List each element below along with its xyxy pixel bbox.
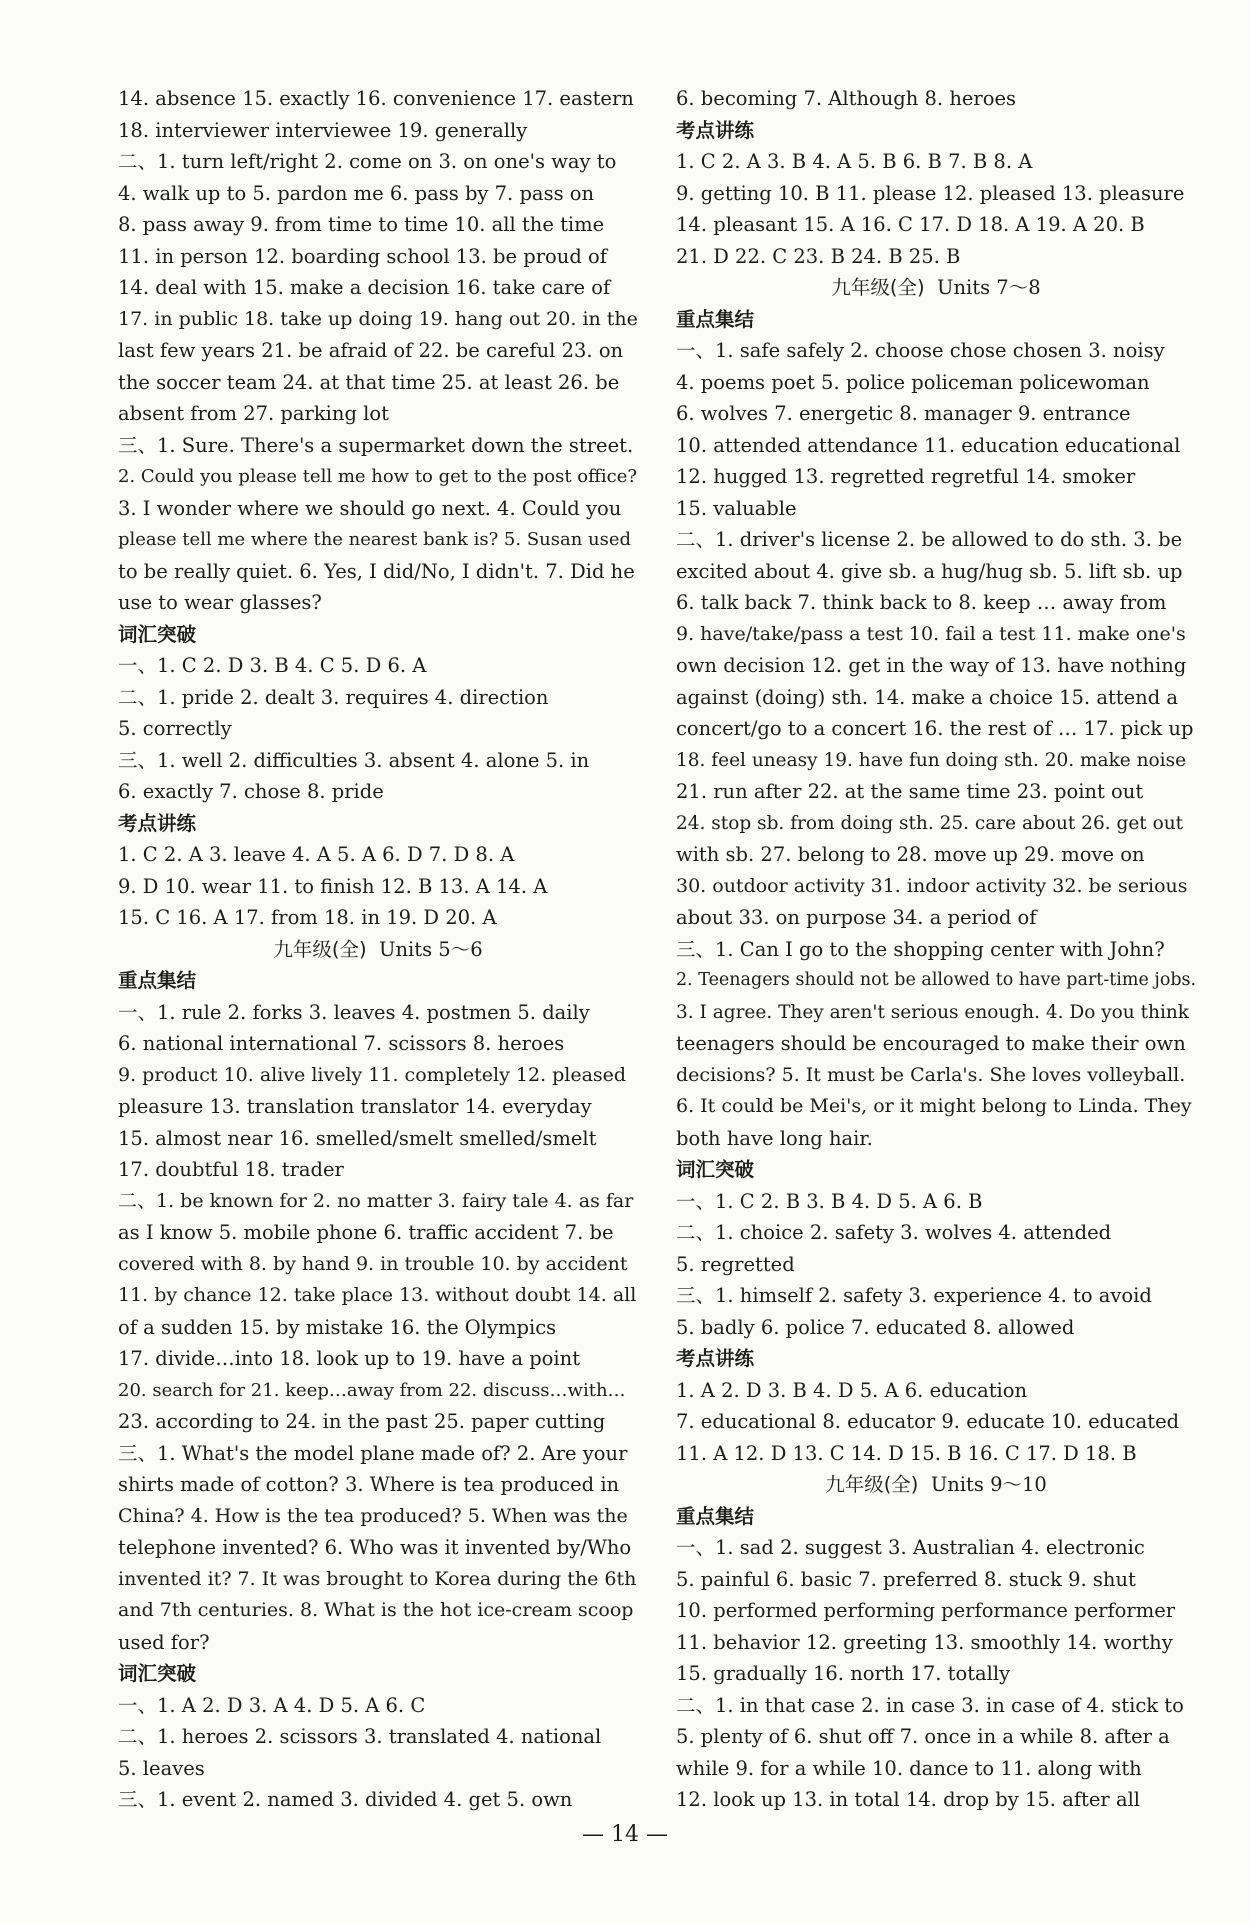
answer-line: 6. wolves 7. energetic 8. manager 9. entrance [676,402,1131,425]
answer-line: 9. D 10. wear 11. to finish 12. B 13. A 14. A [118,874,548,898]
section-heading: 考点讲练 [676,1347,755,1370]
answer-line: 11. by chance 12. take place 13. without doubt 14. all [118,1284,637,1306]
units-label: Units 9～10 [930,1473,1047,1496]
answer-line: 11. in person 12. boarding school 13. be proud of [118,244,607,268]
answer-line: 17. doubtful 18. trader [118,1158,344,1181]
answer-line: both have long hair. [676,1126,873,1150]
answer-line: China? 4. How is the tea produced? 5. When was the [118,1504,628,1527]
answer-line: 23. according to 24. in the past 25. paper cutting [118,1410,606,1433]
answer-line: 6. becoming 7. Although 8. heroes [676,87,1017,110]
answer-line: decisions? 5. It must be Carla's. She loves volleyball. [676,1063,1186,1086]
answer-line: 三、1. Sure. There's a supermarket down the street. [118,433,634,457]
grade-unit-heading [118,934,638,966]
answer-line: 1. A 2. D 3. B 4. D 5. A 6. education [676,1378,1028,1402]
answer-line: 12. look up 13. in total 14. drop by 15. after all [676,1788,1141,1811]
section-heading: 考点讲练 [118,811,197,835]
answer-line: while 9. for a while 10. dance to 11. along with [676,1756,1142,1780]
answer-line: 9. have/take/pass a test 10. fail a test 11. make one's [676,622,1186,645]
answer-line: 一、1. C 2. D 3. B 4. C 5. D 6. A [118,654,427,677]
units-label: Units 5～6 [379,937,483,961]
answer-line: covered with 8. by hand 9. in trouble 10. by accident [118,1252,628,1275]
answer-line: and 7th centuries. 8. What is the hot ice-cream scoop [118,1599,634,1621]
answer-line: about 33. on purpose 34. a period of [676,906,1037,929]
answer-line: 一、1. C 2. B 3. B 4. D 5. A 6. B [676,1189,983,1213]
right-column [676,83,1196,1816]
answer-line: 二、1. in that case 2. in case 3. in case of 4. stick to [676,1693,1184,1717]
answer-line: 一、1. rule 2. forks 3. leaves 4. postmen 5. daily [118,1000,590,1024]
answer-line: 15. valuable [676,496,797,520]
grade-label: 九年级(全) [825,1473,919,1496]
answer-line: 17. divide…into 18. look up to 19. have a point [118,1347,581,1370]
answer-line: 30. outdoor activity 31. indoor activity 32. be serious [676,874,1188,897]
answer-line: 24. stop sb. from doing sth. 25. care about 26. get out [676,812,1184,834]
answer-line: invented it? 7. It was brought to Korea during the 6th [118,1567,637,1590]
answer-line: 二、1. heroes 2. scissors 3. translated 4. national [118,1725,602,1748]
answer-line: 二、1. choice 2. safety 3. wolves 4. attended [676,1221,1112,1244]
answer-line: 二、1. turn left/right 2. come on 3. on one's way to [118,150,617,173]
answer-line: 14. pleasant 15. A 16. C 17. D 18. A 19. A 20. B [676,213,1145,236]
answer-line: 14. absence 15. exactly 16. convenience 17. eastern [118,87,634,110]
answer-line: against (doing) sth. 14. make a choice 15. attend a [676,685,1179,709]
section-heading: 重点集结 [118,969,197,992]
answer-line: 三、1. event 2. named 3. divided 4. get 5. own [118,1788,573,1811]
answer-line: 三、1. himself 2. safety 3. experience 4. to avoid [676,1284,1152,1307]
answer-line: 9. product 10. alive lively 11. completely 12. pleased [118,1063,627,1086]
section-heading: 词汇突破 [676,1158,755,1181]
answer-line: 4. poems poet 5. police policeman policewoman [676,370,1150,394]
answer-line: 5. correctly [118,717,232,740]
answer-line: use to wear glasses? [118,591,322,614]
answer-line: 17. in public 18. take up doing 19. hang out 20. in the [118,307,638,330]
answer-line: with sb. 27. belong to 28. move up 29. move on [676,843,1145,866]
answer-line: 一、1. sad 2. suggest 3. Australian 4. electronic [676,1536,1145,1559]
answer-line: excited about 4. give sb. a hug/hug sb. 5. lift sb. up [676,559,1183,583]
grade-label: 九年级(全) [831,276,925,299]
answer-line: 1. C 2. A 3. B 4. A 5. B 6. B 7. B 8. A [676,150,1033,173]
answer-line: 11. A 12. D 13. C 14. D 15. B 16. C 17. D 18. B [676,1441,1137,1465]
units-label: Units 7～8 [937,276,1041,299]
page-number: — 14 — [582,1822,668,1847]
answer-line: 10. attended attendance 11. education educational [676,433,1181,457]
answer-line: 15. almost near 16. smelled/smelt smelled/smelt [118,1126,597,1150]
answer-line: 2. Could you please tell me how to get to the post office? [118,466,638,487]
answer-line: 6. It could be Mei's, or it might belong to Linda. They [676,1095,1192,1117]
answer-line: 6. national international 7. scissors 8. heroes [118,1032,565,1055]
answer-line: 21. run after 22. at the same time 23. point out [676,780,1144,803]
answer-line: 5. painful 6. basic 7. preferred 8. stuck 9. shut [676,1567,1136,1591]
answer-line: 15. C 16. A 17. from 18. in 19. D 20. A [118,906,497,929]
answer-line: 2. Teenagers should not be allowed to have part-time jobs. [676,970,1196,990]
answer-line: 4. walk up to 5. pardon me 6. pass by 7. pass on [118,181,595,205]
answer-line: 20. search for 21. keep…away from 22. discuss…with… [118,1379,626,1401]
answer-line: please tell me where the nearest bank is? 5. Susan used [118,529,632,550]
answer-line: 5. plenty of 6. shut off 7. once in a while 8. after a [676,1725,1170,1748]
answer-line: to be really quiet. 6. Yes, I did/No, I didn't. 7. Did he [118,559,635,583]
answer-line: 三、1. What's the model plane made of? 2. Are your [118,1441,628,1465]
section-heading: 词汇突破 [118,1662,197,1685]
answer-line: 6. talk back 7. think back to 8. keep … away from [676,591,1167,614]
answer-line: teenagers should be encouraged to make their own [676,1032,1186,1055]
answer-line: of a sudden 15. by mistake 16. the Olympics [118,1315,557,1339]
grade-label: 九年级(全) [273,937,367,961]
answer-line: as I know 5. mobile phone 6. traffic accident 7. be [118,1221,614,1244]
answer-line: 15. gradually 16. north 17. totally [676,1662,1011,1685]
answer-line: 二、1. pride 2. dealt 3. requires 4. direction [118,685,549,709]
answer-line: 18. feel uneasy 19. have fun doing sth. 20. make noise [676,749,1187,771]
answer-line: 6. exactly 7. chose 8. pride [118,780,384,803]
section-heading: 重点集结 [676,307,755,331]
left-column [118,83,638,1816]
section-heading: 考点讲练 [676,118,755,142]
answer-line: 3. I agree. They aren't serious enough. 4. Do you think [676,1001,1189,1023]
answer-line: 1. C 2. A 3. leave 4. A 5. A 6. D 7. D 8. A [118,843,515,866]
answer-line: 5. regretted [676,1252,795,1276]
answer-line: 14. deal with 15. make a decision 16. take care of [118,276,611,299]
answer-line: 21. D 22. C 23. B 24. B 25. B [676,244,961,268]
answer-line: 一、1. safe safely 2. choose chose chosen 3. noisy [676,339,1165,362]
answer-line: 三、1. well 2. difficulties 3. absent 4. alone 5. in [118,748,590,772]
section-heading: 重点集结 [676,1504,755,1528]
answer-line: shirts made of cotton? 3. Where is tea produced in [118,1473,620,1496]
answer-line: 10. performed performing performance performer [676,1599,1176,1622]
answer-line: telephone invented? 6. Who was it invented by/Who [118,1536,632,1559]
answer-line: 二、1. driver's license 2. be allowed to do sth. 3. be [676,528,1183,551]
answer-line: 11. behavior 12. greeting 13. smoothly 14. worthy [676,1630,1173,1654]
answer-line: the soccer team 24. at that time 25. at least 26. be [118,370,620,394]
answer-line: 三、1. Can I go to the shopping center with John? [676,937,1165,961]
answer-line: concert/go to a concert 16. the rest of … 17. pick up [676,717,1194,740]
section-heading: 词汇突破 [118,622,197,646]
answer-line: 3. I wonder where we should go next. 4. Could you [118,496,622,520]
answer-line: 8. pass away 9. from time to time 10. all the time [118,213,605,236]
answer-line: 18. interviewer interviewee 19. generally [118,118,528,142]
grade-unit-heading [676,272,1196,304]
answer-line: used for? [118,1630,210,1654]
answer-line: 二、1. be known for 2. no matter 3. fairy tale 4. as far [118,1189,634,1212]
answer-line: 9. getting 10. B 11. please 12. pleased 13. pleasure [676,181,1185,205]
answer-line: 12. hugged 13. regretted regretful 14. smoker [676,465,1136,488]
answer-line: 7. educational 8. educator 9. educate 10. educated [676,1410,1180,1433]
answer-line: absent from 27. parking lot [118,402,389,425]
answer-line: 5. badly 6. police 7. educated 8. allowed [676,1315,1075,1339]
answer-line: last few years 21. be afraid of 22. be careful 23. on [118,339,624,362]
grade-unit-heading [676,1469,1196,1501]
answer-line: 5. leaves [118,1756,205,1780]
answer-line: 一、1. A 2. D 3. A 4. D 5. A 6. C [118,1693,426,1717]
answer-line: own decision 12. get in the way of 13. have nothing [676,654,1187,677]
answer-line: pleasure 13. translation translator 14. everyday [118,1095,592,1118]
